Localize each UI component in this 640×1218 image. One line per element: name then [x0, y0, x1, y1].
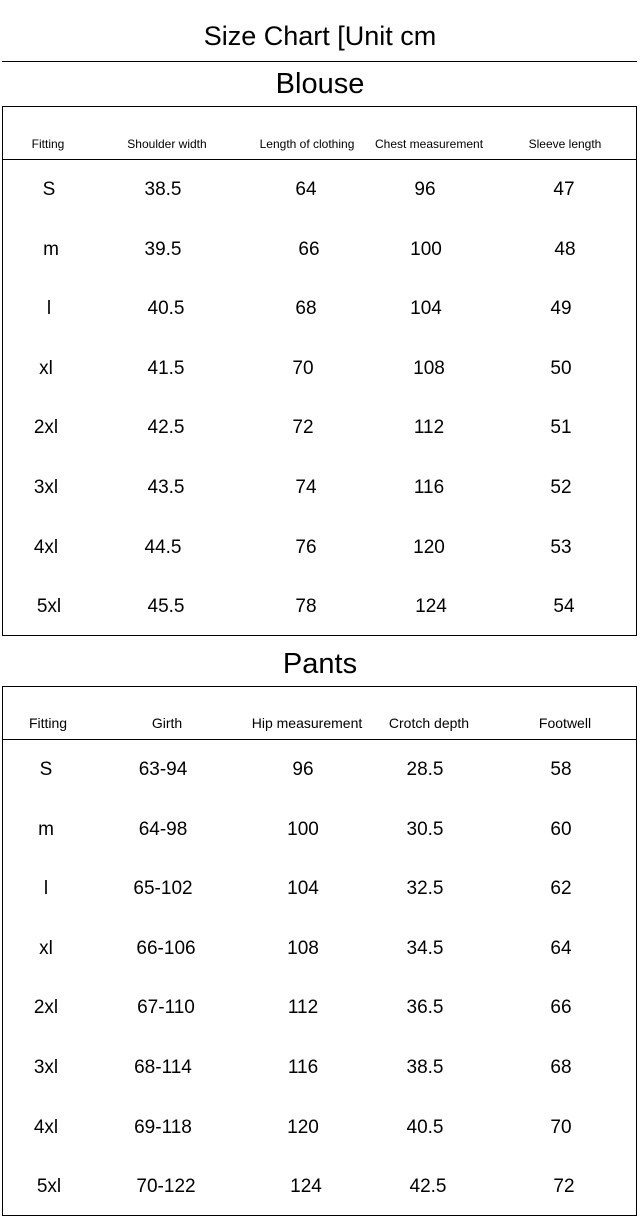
blouse-section-title: Blouse [275, 68, 365, 100]
pants-table-cell: 68-114 [134, 1057, 192, 1078]
pants-table-cell: 2xl [33, 997, 59, 1019]
blouse-table-cell: S [42, 179, 56, 200]
blouse-table-cell: 100 [410, 238, 442, 260]
blouse-table-cell: 53 [550, 536, 572, 558]
blouse-table-cell: 96 [414, 179, 436, 200]
pants-table-cell: 32.5 [406, 878, 444, 900]
pants-table-cell: 62 [550, 878, 572, 900]
blouse-table-cell: 39.5 [144, 238, 182, 260]
pants-table-cell: 70-122 [136, 1176, 196, 1198]
pants-table-cell: 104 [287, 878, 319, 900]
pants-table-cell: xl [39, 937, 53, 959]
blouse-table-cell: 41.5 [147, 357, 185, 379]
pants-table-cell: S [39, 759, 53, 780]
blouse-header-cell: Chest measurement [374, 137, 484, 151]
blouse-table-cell: 44.5 [144, 536, 182, 558]
pants-table-cell: 67-110 [137, 997, 195, 1019]
blouse-table-cell: 68 [295, 298, 317, 320]
blouse-table-cell: 78 [295, 596, 317, 618]
blouse-table-cell: 120 [413, 536, 445, 558]
blouse-table-cell: 42.5 [147, 417, 185, 439]
page-title: Size Chart [Unit cm [203, 21, 437, 51]
pants-table-cell: 36.5 [406, 997, 444, 1019]
pants-table-cell: 3xl [33, 1057, 59, 1078]
pants-table-cell: 64-98 [138, 818, 188, 840]
blouse-table-cell: l [46, 298, 52, 320]
blouse-table-cell: 50 [550, 357, 572, 379]
pants-table-cell: 72 [553, 1176, 575, 1198]
blouse-table-cell: 108 [413, 357, 445, 379]
blouse-table-cell: 43.5 [147, 477, 185, 498]
pants-table-cell: 112 [287, 997, 319, 1019]
blouse-table-cell: 52 [550, 477, 572, 498]
blouse-table-cell: xl [39, 357, 53, 379]
pants-table-cell: 34.5 [406, 937, 444, 959]
pants-table-cell: 68 [550, 1057, 572, 1078]
blouse-table-cell: 3xl [33, 477, 59, 498]
pants-table-cell: 42.5 [409, 1176, 447, 1198]
blouse-table-cell: 38.5 [144, 179, 182, 200]
blouse-table-cell: 40.5 [147, 298, 185, 320]
pants-header-cell: Hip measurement [251, 715, 363, 731]
blouse-table-cell: m [43, 238, 59, 260]
pants-table-cell: 96 [292, 759, 314, 780]
pants-table-cell: 69-118 [134, 1116, 192, 1138]
blouse-table-cell: 116 [413, 477, 445, 498]
pants-table-cell: 63-94 [138, 759, 188, 780]
blouse-table-cell: 104 [410, 298, 442, 320]
pants-header-cell: Footwell [538, 715, 592, 731]
blouse-header-cell: Sleeve length [528, 137, 602, 151]
pants-table-cell: 108 [287, 937, 319, 959]
pants-table-cell: 38.5 [406, 1057, 444, 1078]
blouse-header-cell: Length of clothing [259, 137, 355, 151]
blouse-table-cell: 54 [553, 596, 575, 618]
blouse-table-cell: 48 [554, 238, 576, 260]
blouse-table-cell: 47 [553, 179, 575, 200]
blouse-table-cell: 66 [298, 238, 320, 260]
blouse-table-cell: 124 [415, 596, 447, 618]
pants-table-cell: 116 [287, 1057, 319, 1078]
pants-table-cell: 5xl [36, 1176, 62, 1198]
pants-table-cell: 58 [550, 759, 572, 780]
pants-table-cell: 66 [550, 997, 572, 1019]
title-divider [2, 61, 637, 62]
pants-table-cell: 120 [287, 1116, 319, 1138]
blouse-table [2, 106, 637, 636]
pants-table-cell: 100 [287, 818, 319, 840]
pants-section-title: Pants [282, 648, 358, 680]
blouse-table-cell: 4xl [33, 536, 59, 558]
blouse-table-cell: 49 [550, 298, 572, 320]
pants-table-cell: 30.5 [406, 818, 444, 840]
pants-table-cell: 64 [550, 937, 572, 959]
pants-header-cell: Girth [151, 715, 183, 731]
pants-table [2, 686, 637, 1216]
pants-header-cell: Fitting [28, 715, 68, 731]
pants-table-cell: 28.5 [406, 759, 444, 780]
pants-table-cell: 60 [550, 818, 572, 840]
blouse-table-cell: 51 [550, 417, 572, 439]
pants-table-cell: l [43, 878, 49, 900]
pants-table-cell: 65-102 [133, 878, 193, 900]
pants-table-cell: 70 [550, 1116, 572, 1138]
pants-table-cell: 40.5 [406, 1116, 444, 1138]
pants-table-cell: m [38, 818, 54, 840]
blouse-table-cell: 45.5 [147, 596, 185, 618]
blouse-table-cell: 70 [292, 357, 314, 379]
blouse-table-cell: 2xl [33, 417, 59, 439]
blouse-table-cell: 72 [292, 417, 314, 439]
blouse-table-cell: 64 [295, 179, 317, 200]
blouse-header-cell: Fitting [31, 137, 65, 151]
pants-header-cell: Crotch depth [388, 715, 470, 731]
blouse-table-cell: 74 [295, 477, 317, 498]
pants-header-divider [3, 739, 636, 740]
pants-table-cell: 124 [290, 1176, 322, 1198]
pants-table-cell: 66-106 [136, 937, 196, 959]
blouse-header-cell: Shoulder width [127, 137, 207, 151]
blouse-table-cell: 5xl [36, 596, 62, 618]
blouse-header-divider [3, 159, 636, 160]
blouse-table-cell: 112 [413, 417, 445, 439]
blouse-table-cell: 76 [295, 536, 317, 558]
pants-table-cell: 4xl [33, 1116, 59, 1138]
